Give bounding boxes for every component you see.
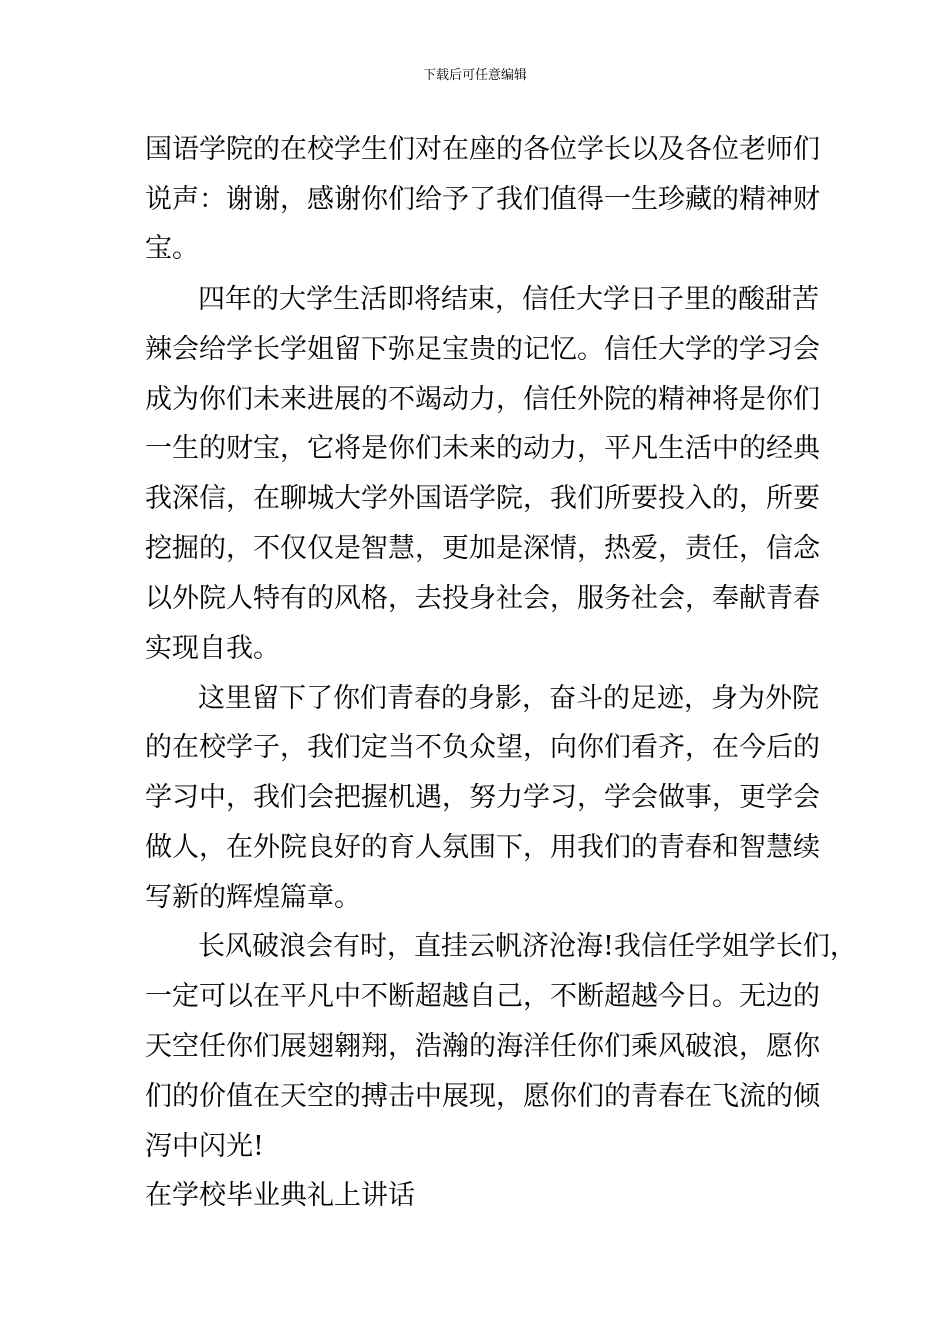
text-line: 泻中闪光! <box>145 1131 264 1162</box>
text-line: 写新的辉煌篇章。 <box>145 882 361 913</box>
text-line: 宝。 <box>145 233 199 264</box>
text-line: 我深信，在聊城大学外国语学院，我们所要投入的，所要 <box>145 483 820 514</box>
text-line: 们的价值在天空的搏击中展现，愿你们的青春在飞流的倾 <box>145 1081 820 1112</box>
text-line: 学习中，我们会把握机遇，努力学习，学会做事，更学会 <box>145 782 820 813</box>
text-line: 挖掘的，不仅仅是智慧，更加是深情，热爱，责任，信念 <box>145 533 820 564</box>
page-header: 下载后可任意编辑 <box>422 68 527 83</box>
paragraph-first-line: 四年的大学生活即将结束，信任大学日子里的酸甜苦 <box>198 284 819 315</box>
text-line: 天空任你们展翅翱翔，浩瀚的海洋任你们乘风破浪，愿你 <box>145 1031 820 1062</box>
section-title: 在学校毕业典礼上讲话 <box>145 1180 415 1211</box>
paragraph-first-line: 长风破浪会有时，直挂云帆济沧海!我信任学姐学长们， <box>198 931 857 962</box>
text-line: 实现自我。 <box>145 633 280 664</box>
text-line: 国语学院的在校学生们对在座的各位学长以及各位老师们 <box>145 134 820 165</box>
text-line: 的在校学子，我们定当不负众望，向你们看齐，在今后的 <box>145 732 820 763</box>
paragraph-first-line: 这里留下了你们青春的身影，奋斗的足迹，身为外院 <box>198 683 819 714</box>
text-line: 成为你们未来进展的不竭动力，信任外院的精神将是你们 <box>145 384 820 415</box>
text-line: 说声：谢谢，感谢你们给予了我们值得一生珍藏的精神财 <box>145 184 820 215</box>
text-line: 辣会给学长学姐留下弥足宝贵的记忆。信任大学的学习会 <box>145 334 820 365</box>
text-line: 一生的财宝，它将是你们未来的动力，平凡生活中的经典 <box>145 433 820 464</box>
text-line: 以外院人特有的风格，去投身社会，服务社会，奉献青春 <box>145 583 820 614</box>
text-line: 做人，在外院良好的育人氛围下，用我们的青春和智慧续 <box>145 832 820 863</box>
text-line: 一定可以在平凡中不断超越自己，不断超越今日。无边的 <box>145 981 820 1012</box>
